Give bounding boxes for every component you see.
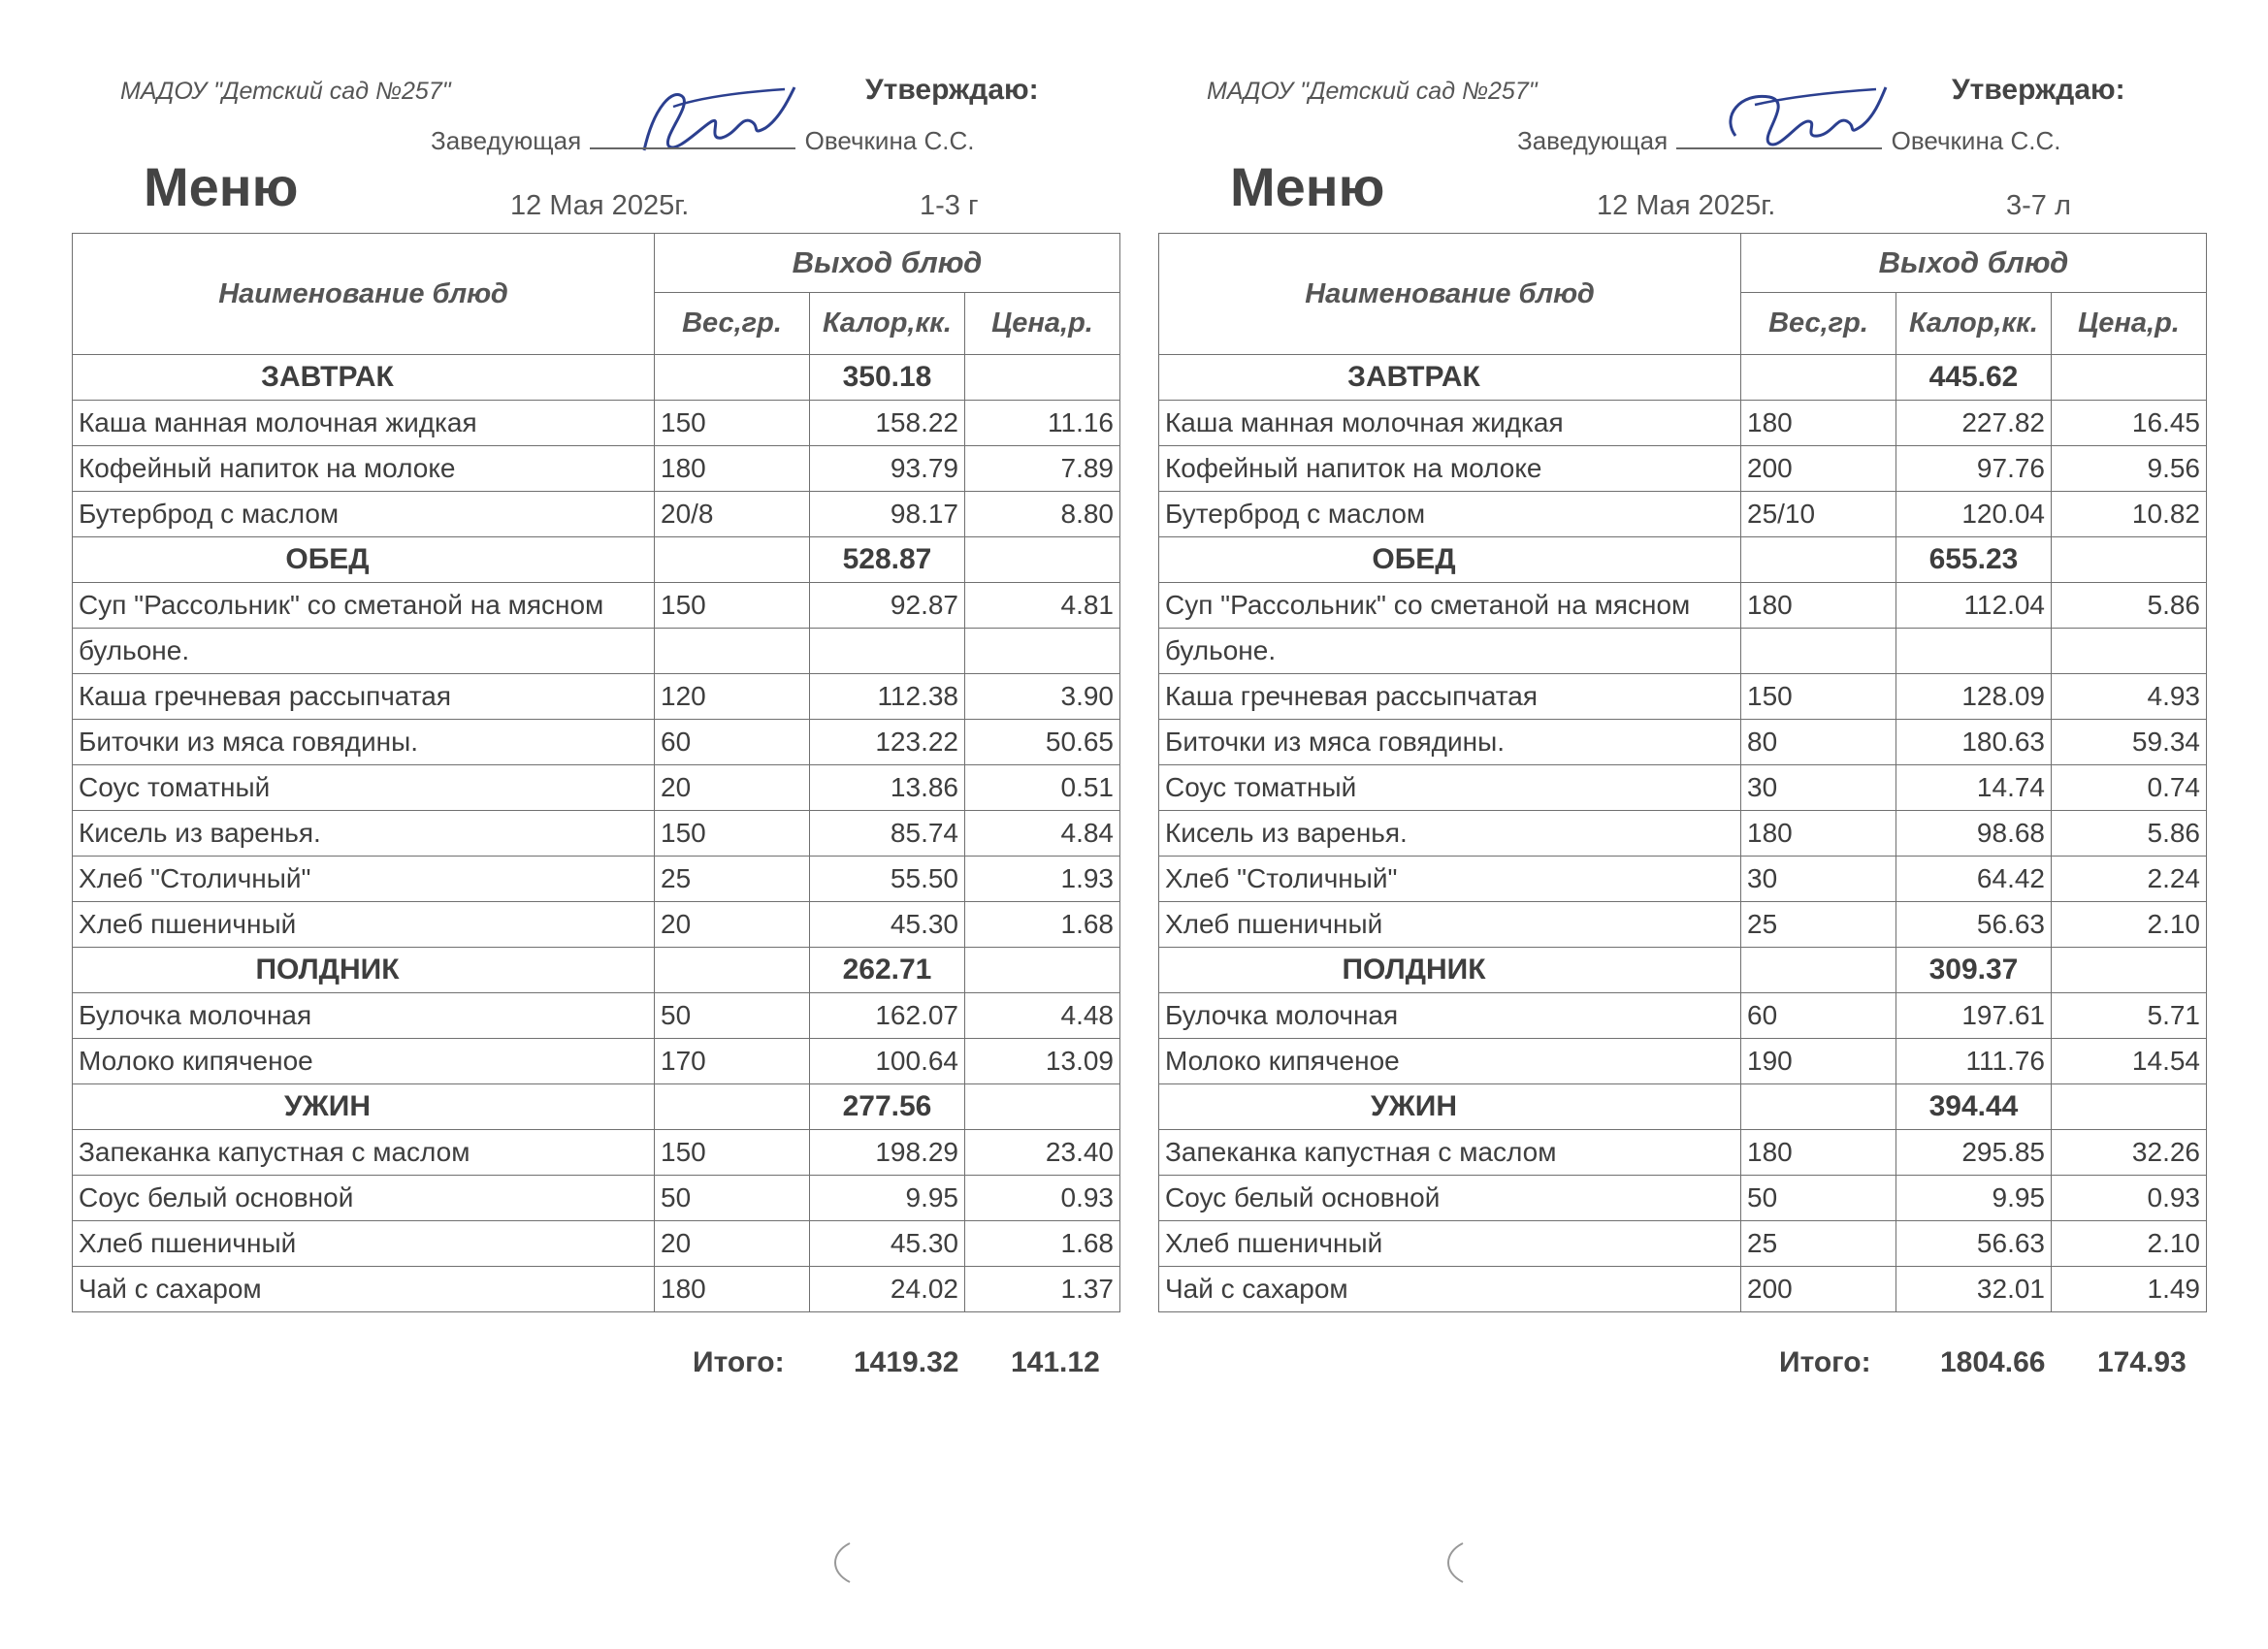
dish-kcal: 9.95 <box>1896 1176 2052 1221</box>
dish-row <box>1159 1130 2207 1176</box>
director-name: Овечкина С.С. <box>804 126 975 155</box>
dish-kcal: 56.63 <box>1896 902 2052 948</box>
dish-row <box>73 765 1120 811</box>
dish-price: 32.26 <box>2052 1130 2207 1176</box>
meal-section-row <box>73 355 1120 401</box>
dish-weight: 20/8 <box>655 492 810 537</box>
punch-hole-mark <box>821 1538 859 1587</box>
dish-name: Хлеб пшеничный <box>73 1221 655 1267</box>
dish-row <box>73 674 1120 720</box>
meal-section-kcal: 528.87 <box>810 537 965 583</box>
dish-name: Соус белый основной <box>73 1176 655 1221</box>
dish-name: Бутерброд с маслом <box>1159 492 1741 537</box>
dish-price: 7.89 <box>965 446 1120 492</box>
section-weight-cell <box>655 355 810 401</box>
dish-kcal: 93.79 <box>810 446 965 492</box>
section-weight-cell <box>655 948 810 993</box>
dish-name: бульоне. <box>1159 629 1741 674</box>
dish-name: Суп "Рассольник" со сметаной на мясном <box>73 583 655 629</box>
meal-section-row <box>73 1084 1120 1130</box>
dish-weight: 180 <box>1741 583 1896 629</box>
dish-weight: 200 <box>1741 1267 1896 1312</box>
dish-kcal: 197.61 <box>1896 993 2052 1039</box>
dish-price: 2.24 <box>2052 857 2207 902</box>
dish-price: 1.37 <box>965 1267 1120 1312</box>
dish-kcal: 180.63 <box>1896 720 2052 765</box>
menu-sheet-preschool <box>1158 0 2225 1436</box>
section-price-cell <box>2052 537 2207 583</box>
dish-price: 1.68 <box>965 902 1120 948</box>
meal-section-name: УЖИН <box>1159 1084 1741 1130</box>
dish-row <box>73 1176 1120 1221</box>
dish-price: 16.45 <box>2052 401 2207 446</box>
menu-title: Меню <box>1230 156 1385 217</box>
dish-weight: 60 <box>1741 993 1896 1039</box>
dish-weight: 50 <box>1741 1176 1896 1221</box>
section-price-cell <box>965 1084 1120 1130</box>
dish-kcal: 123.22 <box>810 720 965 765</box>
dish-name: Биточки из мяса говядины. <box>73 720 655 765</box>
dish-row <box>1159 401 2207 446</box>
dish-name: Булочка молочная <box>73 993 655 1039</box>
dish-weight: 190 <box>1741 1039 1896 1084</box>
menu-sheet-toddlers <box>72 0 1139 1436</box>
dish-weight: 20 <box>655 765 810 811</box>
menu-table <box>1158 233 2207 1312</box>
dish-name: Кофейный напиток на молоке <box>73 446 655 492</box>
dish-weight: 150 <box>1741 674 1896 720</box>
dish-kcal: 128.09 <box>1896 674 2052 720</box>
section-price-cell <box>2052 355 2207 401</box>
punch-hole-mark <box>1434 1538 1473 1587</box>
dish-row <box>1159 1221 2207 1267</box>
menu-table-body <box>1159 355 2207 1312</box>
meal-section-kcal: 445.62 <box>1896 355 2052 401</box>
dish-row <box>73 446 1120 492</box>
dish-price: 9.56 <box>2052 446 2207 492</box>
dish-name: Соус белый основной <box>1159 1176 1741 1221</box>
dish-kcal: 295.85 <box>1896 1130 2052 1176</box>
dish-price: 4.84 <box>965 811 1120 857</box>
dish-name: Кисель из варенья. <box>73 811 655 857</box>
dish-price: 4.81 <box>965 583 1120 629</box>
column-header-kcal: Калор,кк. <box>1896 293 2052 355</box>
dish-row <box>73 1130 1120 1176</box>
dish-price <box>965 629 1120 674</box>
dish-row <box>1159 674 2207 720</box>
dish-row <box>1159 492 2207 537</box>
dish-row <box>73 1221 1120 1267</box>
dish-name: Каша гречневая рассыпчатая <box>1159 674 1741 720</box>
dish-kcal: 14.74 <box>1896 765 2052 811</box>
dish-weight: 25 <box>1741 902 1896 948</box>
totals-row <box>1158 1346 2206 1385</box>
section-weight-cell <box>1741 537 1896 583</box>
dish-weight: 50 <box>655 1176 810 1221</box>
dish-kcal: 198.29 <box>810 1130 965 1176</box>
dish-row <box>73 401 1120 446</box>
dish-kcal: 98.17 <box>810 492 965 537</box>
dish-price: 11.16 <box>965 401 1120 446</box>
total-kcal: 1419.32 <box>854 1346 959 1378</box>
meal-section-row <box>73 948 1120 993</box>
dish-weight: 25 <box>1741 1221 1896 1267</box>
dish-weight: 80 <box>1741 720 1896 765</box>
dish-price <box>2052 629 2207 674</box>
dish-name: Соус томатный <box>1159 765 1741 811</box>
dish-name: Молоко кипяченое <box>73 1039 655 1084</box>
totals-row <box>72 1346 1119 1385</box>
dish-weight: 200 <box>1741 446 1896 492</box>
column-header-output: Выход блюд <box>1741 234 2207 293</box>
dish-name: Кофейный напиток на молоке <box>1159 446 1741 492</box>
signature-line <box>590 126 795 149</box>
dish-name: Суп "Рассольник" со сметаной на мясном <box>1159 583 1741 629</box>
menu-table <box>72 233 1120 1312</box>
column-header-weight: Вес,гр. <box>655 293 810 355</box>
total-label: Итого: <box>1779 1346 1871 1378</box>
dish-price: 1.93 <box>965 857 1120 902</box>
dish-name: Хлеб пшеничный <box>1159 1221 1741 1267</box>
dish-name: Каша гречневая рассыпчатая <box>73 674 655 720</box>
dish-name: Запеканка капустная с маслом <box>1159 1130 1741 1176</box>
dish-row <box>1159 720 2207 765</box>
dish-name: Булочка молочная <box>1159 993 1741 1039</box>
meal-section-name: УЖИН <box>73 1084 655 1130</box>
menu-date: 12 Мая 2025г. <box>1597 190 1776 221</box>
meal-section-kcal: 655.23 <box>1896 537 2052 583</box>
meal-section-kcal: 277.56 <box>810 1084 965 1130</box>
dish-price: 10.82 <box>2052 492 2207 537</box>
dish-row <box>1159 811 2207 857</box>
dish-weight: 180 <box>1741 1130 1896 1176</box>
dish-weight: 120 <box>655 674 810 720</box>
dish-kcal: 100.64 <box>810 1039 965 1084</box>
dish-weight: 25/10 <box>1741 492 1896 537</box>
column-header-name: Наименование блюд <box>73 234 655 355</box>
dish-price: 14.54 <box>2052 1039 2207 1084</box>
menu-title: Меню <box>144 156 299 217</box>
dish-price: 4.93 <box>2052 674 2207 720</box>
dish-price: 3.90 <box>965 674 1120 720</box>
dish-weight: 20 <box>655 902 810 948</box>
approval-heading: Утверждаю: <box>1952 74 2125 106</box>
meal-section-kcal: 350.18 <box>810 355 965 401</box>
column-header-kcal: Калор,кк. <box>810 293 965 355</box>
dish-weight: 170 <box>655 1039 810 1084</box>
column-header-price: Цена,р. <box>965 293 1120 355</box>
director-line <box>431 126 974 156</box>
dish-name: Биточки из мяса говядины. <box>1159 720 1741 765</box>
dish-kcal: 162.07 <box>810 993 965 1039</box>
section-price-cell <box>965 537 1120 583</box>
dish-row <box>1159 857 2207 902</box>
dish-row <box>1159 765 2207 811</box>
dish-price: 2.10 <box>2052 902 2207 948</box>
dish-row <box>73 993 1120 1039</box>
dish-kcal: 111.76 <box>1896 1039 2052 1084</box>
director-line <box>1517 126 2060 156</box>
dish-name: Каша манная молочная жидкая <box>1159 401 1741 446</box>
meal-section-row <box>1159 948 2207 993</box>
column-header-weight: Вес,гр. <box>1741 293 1896 355</box>
dish-name: Хлеб пшеничный <box>1159 902 1741 948</box>
dish-price: 8.80 <box>965 492 1120 537</box>
dish-row <box>73 583 1120 629</box>
dish-name: Каша манная молочная жидкая <box>73 401 655 446</box>
dish-name: Кисель из варенья. <box>1159 811 1741 857</box>
dish-weight: 150 <box>655 583 810 629</box>
menu-age-group: 3-7 л <box>2006 190 2071 221</box>
dish-weight <box>655 629 810 674</box>
column-header-output: Выход блюд <box>655 234 1120 293</box>
dish-price: 0.93 <box>965 1176 1120 1221</box>
dish-name: бульоне. <box>73 629 655 674</box>
organization-name: МАДОУ "Детский сад №257" <box>1207 78 1538 105</box>
dish-kcal: 55.50 <box>810 857 965 902</box>
dish-weight: 20 <box>655 1221 810 1267</box>
dish-row <box>1159 1039 2207 1084</box>
dish-kcal: 85.74 <box>810 811 965 857</box>
dish-name: Чай с сахаром <box>1159 1267 1741 1312</box>
meal-section-name: ОБЕД <box>1159 537 1741 583</box>
dish-kcal: 45.30 <box>810 1221 965 1267</box>
dish-row <box>1159 1267 2207 1312</box>
section-price-cell <box>965 948 1120 993</box>
dish-weight: 180 <box>655 1267 810 1312</box>
dish-price: 5.86 <box>2052 583 2207 629</box>
total-price: 174.93 <box>2097 1346 2187 1378</box>
dish-row <box>73 857 1120 902</box>
column-header-price: Цена,р. <box>2052 293 2207 355</box>
dish-kcal: 227.82 <box>1896 401 2052 446</box>
dish-price: 0.51 <box>965 765 1120 811</box>
dish-weight: 180 <box>1741 811 1896 857</box>
dish-kcal <box>810 629 965 674</box>
section-weight-cell <box>655 537 810 583</box>
dish-price: 1.49 <box>2052 1267 2207 1312</box>
section-price-cell <box>965 355 1120 401</box>
dish-weight: 25 <box>655 857 810 902</box>
dish-row <box>1159 902 2207 948</box>
dish-price: 23.40 <box>965 1130 1120 1176</box>
dish-kcal: 9.95 <box>810 1176 965 1221</box>
dish-row <box>73 811 1120 857</box>
dish-weight: 30 <box>1741 765 1896 811</box>
dish-price: 0.74 <box>2052 765 2207 811</box>
dish-row <box>73 1267 1120 1312</box>
section-weight-cell <box>1741 355 1896 401</box>
section-weight-cell <box>1741 948 1896 993</box>
dish-kcal: 56.63 <box>1896 1221 2052 1267</box>
dish-kcal: 24.02 <box>810 1267 965 1312</box>
dish-kcal: 45.30 <box>810 902 965 948</box>
dish-row <box>1159 583 2207 629</box>
menu-age-group: 1-3 г <box>920 190 979 221</box>
menu-table-body <box>73 355 1120 1312</box>
meal-section-name: ПОЛДНИК <box>73 948 655 993</box>
meal-section-row <box>1159 1084 2207 1130</box>
dish-kcal: 97.76 <box>1896 446 2052 492</box>
dish-name: Хлеб "Столичный" <box>1159 857 1741 902</box>
dish-row <box>73 1039 1120 1084</box>
dish-price: 4.48 <box>965 993 1120 1039</box>
dish-kcal: 158.22 <box>810 401 965 446</box>
section-price-cell <box>2052 948 2207 993</box>
dish-weight: 150 <box>655 401 810 446</box>
dish-name: Хлеб пшеничный <box>73 902 655 948</box>
total-kcal: 1804.66 <box>1940 1346 2046 1378</box>
director-label: Заведующая <box>431 126 582 155</box>
dish-row <box>1159 1176 2207 1221</box>
director-name: Овечкина С.С. <box>1891 126 2061 155</box>
dish-price: 1.68 <box>965 1221 1120 1267</box>
section-weight-cell <box>1741 1084 1896 1130</box>
dish-row <box>1159 993 2207 1039</box>
section-price-cell <box>2052 1084 2207 1130</box>
dish-price: 5.86 <box>2052 811 2207 857</box>
meal-section-row <box>73 537 1120 583</box>
dish-weight: 180 <box>1741 401 1896 446</box>
dish-kcal: 13.86 <box>810 765 965 811</box>
dish-row <box>73 902 1120 948</box>
signature-line <box>1676 126 1882 149</box>
dish-row <box>1159 629 2207 674</box>
dish-row <box>73 720 1120 765</box>
dish-kcal: 32.01 <box>1896 1267 2052 1312</box>
dish-weight: 30 <box>1741 857 1896 902</box>
dish-weight: 150 <box>655 1130 810 1176</box>
dish-name: Соус томатный <box>73 765 655 811</box>
approval-heading: Утверждаю: <box>865 74 1039 106</box>
dish-name: Запеканка капустная с маслом <box>73 1130 655 1176</box>
dish-name: Чай с сахаром <box>73 1267 655 1312</box>
dish-row <box>73 492 1120 537</box>
meal-section-name: ЗАВТРАК <box>73 355 655 401</box>
meal-section-row <box>1159 355 2207 401</box>
meal-section-row <box>1159 537 2207 583</box>
dish-price: 0.93 <box>2052 1176 2207 1221</box>
meal-section-kcal: 262.71 <box>810 948 965 993</box>
dish-weight: 50 <box>655 993 810 1039</box>
total-price: 141.12 <box>1011 1346 1100 1378</box>
dish-row <box>73 629 1120 674</box>
dish-kcal: 112.38 <box>810 674 965 720</box>
dish-price: 2.10 <box>2052 1221 2207 1267</box>
dish-kcal: 98.68 <box>1896 811 2052 857</box>
dish-weight: 180 <box>655 446 810 492</box>
dish-row <box>1159 446 2207 492</box>
dish-weight: 150 <box>655 811 810 857</box>
meal-section-kcal: 394.44 <box>1896 1084 2052 1130</box>
dish-name: Хлеб "Столичный" <box>73 857 655 902</box>
column-header-name: Наименование блюд <box>1159 234 1741 355</box>
dish-name: Бутерброд с маслом <box>73 492 655 537</box>
dish-kcal: 112.04 <box>1896 583 2052 629</box>
menu-date: 12 Мая 2025г. <box>510 190 690 221</box>
dish-kcal <box>1896 629 2052 674</box>
meal-section-name: ПОЛДНИК <box>1159 948 1741 993</box>
dish-kcal: 92.87 <box>810 583 965 629</box>
dish-price: 5.71 <box>2052 993 2207 1039</box>
dish-weight: 60 <box>655 720 810 765</box>
dish-weight <box>1741 629 1896 674</box>
meal-section-kcal: 309.37 <box>1896 948 2052 993</box>
director-label: Заведующая <box>1517 126 1669 155</box>
dish-price: 13.09 <box>965 1039 1120 1084</box>
section-weight-cell <box>655 1084 810 1130</box>
meal-section-name: ЗАВТРАК <box>1159 355 1741 401</box>
dish-name: Молоко кипяченое <box>1159 1039 1741 1084</box>
dish-price: 50.65 <box>965 720 1120 765</box>
dish-kcal: 64.42 <box>1896 857 2052 902</box>
total-label: Итого: <box>693 1346 785 1378</box>
dish-kcal: 120.04 <box>1896 492 2052 537</box>
meal-section-name: ОБЕД <box>73 537 655 583</box>
organization-name: МАДОУ "Детский сад №257" <box>120 78 451 105</box>
dish-price: 59.34 <box>2052 720 2207 765</box>
